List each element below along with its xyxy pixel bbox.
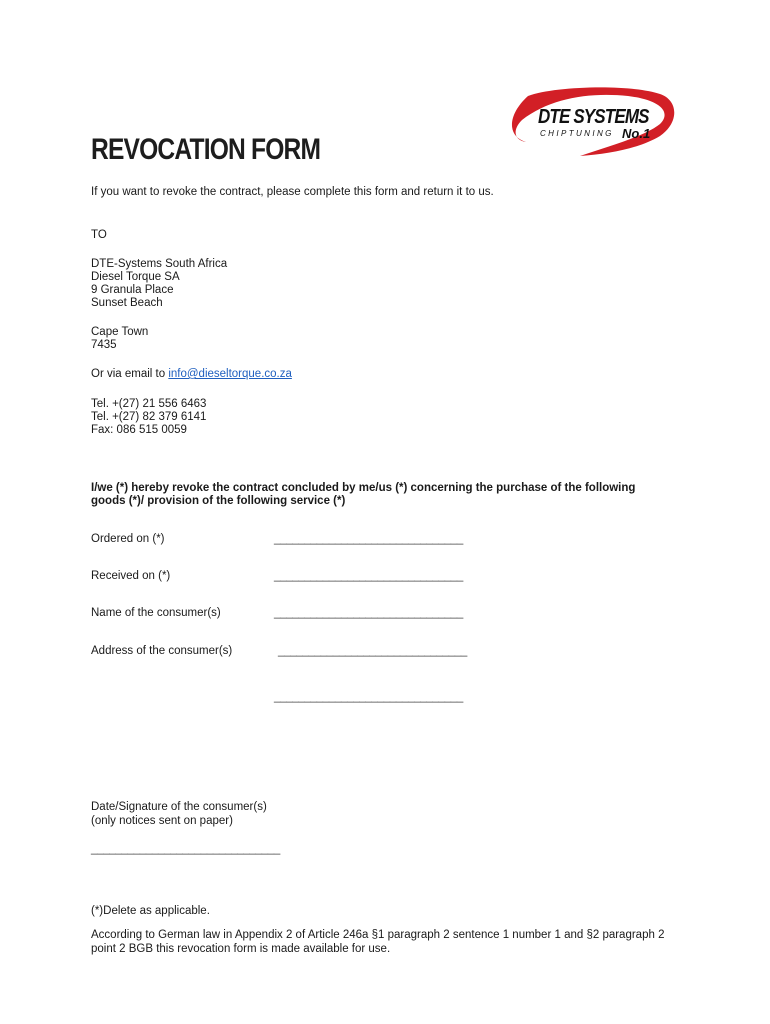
address-line-4: Sunset Beach xyxy=(91,297,163,309)
page-title: REVOCATION FORM xyxy=(91,133,321,166)
logo-tagline: CHIPTUNING xyxy=(540,129,614,138)
address-line-2: Diesel Torque SA xyxy=(91,271,180,283)
footnote: (*)Delete as applicable. xyxy=(91,905,210,917)
telephone-1: Tel. +(27) 21 556 6463 xyxy=(91,398,207,410)
signature-blank[interactable]: _______________________________ xyxy=(91,843,280,855)
consumer-address-label: Address of the consumer(s) xyxy=(91,645,233,657)
logo-badge: No.1 xyxy=(622,126,651,141)
email-link[interactable]: info@dieseltorque.co.za xyxy=(168,368,292,380)
statement-line-1: I/we (*) hereby revoke the contract concluded by me/us (*) concerning the purchase of the following xyxy=(91,482,636,494)
fax-number: Fax: 086 515 0059 xyxy=(91,424,187,436)
consumer-address-blank-1[interactable]: _______________________________ xyxy=(278,645,467,657)
legal-line-2: point 2 BGB this revocation form is made available for use. xyxy=(91,943,391,955)
dte-systems-logo xyxy=(510,84,680,164)
signature-label: Date/Signature of the consumer(s) xyxy=(91,801,267,813)
ordered-on-label: Ordered on (*) xyxy=(91,533,165,545)
address-postal: 7435 xyxy=(91,339,117,351)
address-line-3: 9 Granula Place xyxy=(91,284,174,296)
received-on-label: Received on (*) xyxy=(91,570,171,582)
address-line-1: DTE-Systems South Africa xyxy=(91,258,228,270)
legal-line-1: According to German law in Appendix 2 of Article 246a §1 paragraph 2 sentence 1 number 1 and §2 paragraph 2 xyxy=(91,929,665,941)
to-label: TO xyxy=(91,229,107,241)
signature-note: (only notices sent on paper) xyxy=(91,815,233,827)
consumer-name-label: Name of the consumer(s) xyxy=(91,607,221,619)
statement-line-2: goods (*)/ provision of the following service (*) xyxy=(91,495,346,507)
telephone-2: Tel. +(27) 82 379 6141 xyxy=(91,411,207,423)
ordered-on-blank[interactable]: _______________________________ xyxy=(274,533,463,545)
email-prefix: Or via email to xyxy=(91,368,169,380)
logo-brand: DTE SYSTEMS xyxy=(538,106,649,128)
email-line xyxy=(91,368,292,381)
address-city: Cape Town xyxy=(91,326,149,338)
consumer-name-blank[interactable]: _______________________________ xyxy=(274,607,463,619)
intro-text: If you want to revoke the contract, please complete this form and return it to us. xyxy=(91,186,494,198)
consumer-address-blank-2[interactable]: _______________________________ xyxy=(274,691,463,703)
received-on-blank[interactable]: _______________________________ xyxy=(274,570,463,582)
